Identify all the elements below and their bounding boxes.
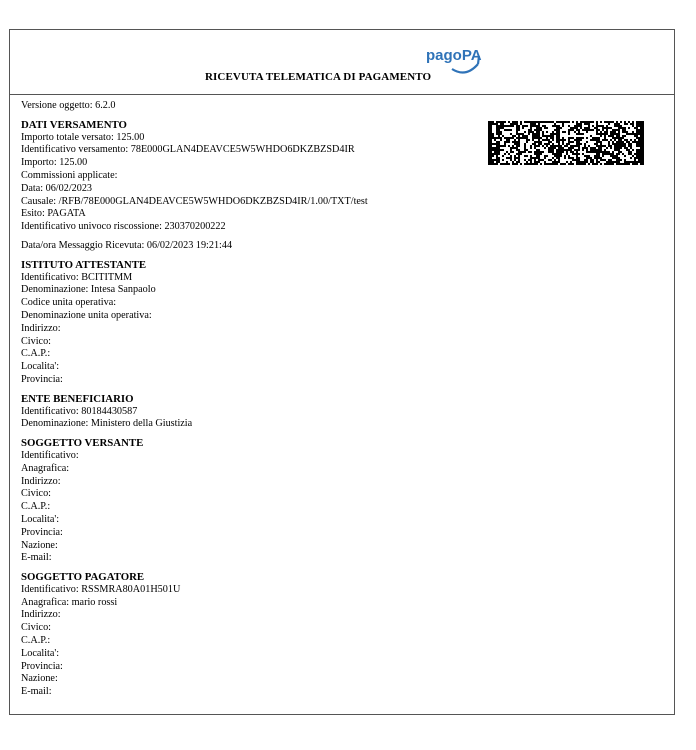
data-ora-ricevuta: Data/ora Messaggio Ricevuta: 06/02/2023 19:21:44 xyxy=(21,239,233,251)
field-line: Commissioni applicate: xyxy=(21,169,118,181)
section-dati-versamento xyxy=(21,132,661,234)
field-line: Identificativo versamento: 78E000GLAN4DEAVCE5W5WHDO6DKZBZSD4IR xyxy=(21,144,355,156)
pagopa-logo-text: pagoPA xyxy=(426,47,482,64)
field-line: Identificativo: BCITITMM xyxy=(21,271,133,283)
versione-oggetto: Versione oggetto: 6.2.0 xyxy=(21,100,116,111)
field-line: Importo: 125.00 xyxy=(21,157,88,169)
section-soggetto-pagatore xyxy=(21,584,661,699)
section-heading-ente-beneficiario: ENTE BENEFICIARIO xyxy=(21,392,134,405)
field-line: Indirizzo: xyxy=(21,322,61,334)
field-line: Civico: xyxy=(21,622,51,634)
section-heading-soggetto-versante: SOGGETTO VERSANTE xyxy=(21,437,144,450)
section-heading-dati-versamento: DATI VERSAMENTO xyxy=(21,118,127,131)
receipt-content xyxy=(21,100,661,699)
field-line: Data: 06/02/2023 xyxy=(21,182,93,194)
field-line: Causale: /RFB/78E000GLAN4DEAVCE5W5WHDO6DKZBZSD4IR/1.00/TXT/test xyxy=(21,195,368,207)
receipt-frame xyxy=(9,29,675,715)
receipt-title: RICEVUTA TELEMATICA DI PAGAMENTO xyxy=(205,71,432,83)
field-line: Provincia: xyxy=(21,660,63,672)
field-line: Identificativo: RSSMRA80A01H501U xyxy=(21,583,181,595)
field-line: Indirizzo: xyxy=(21,609,61,621)
field-line: Denominazione: Intesa Sanpaolo xyxy=(21,284,156,296)
field-line: Denominazione unita operativa: xyxy=(21,309,152,321)
field-line: Provincia: xyxy=(21,373,63,385)
field-line: C.A.P.: xyxy=(21,501,51,513)
field-line: Identificativo univoco riscossione: 230370200222 xyxy=(21,221,226,233)
field-line: Codice unita operativa: xyxy=(21,297,117,309)
field-line: Importo totale versato: 125.00 xyxy=(21,131,145,143)
field-line: Denominazione: Ministero della Giustizia xyxy=(21,418,193,430)
section-soggetto-versante xyxy=(21,450,661,565)
field-line: Indirizzo: xyxy=(21,475,61,487)
pagopa-logo xyxy=(424,38,484,80)
field-line: Civico: xyxy=(21,335,51,347)
section-heading-istituto-attestante: ISTITUTO ATTESTANTE xyxy=(21,258,147,271)
field-line: Esito: PAGATA xyxy=(21,208,86,220)
field-line: C.A.P.: xyxy=(21,348,51,360)
field-line: Civico: xyxy=(21,488,51,500)
section-heading-soggetto-pagatore: SOGGETTO PAGATORE xyxy=(21,571,145,584)
field-line: E-mail: xyxy=(21,686,52,698)
field-line: Nazione: xyxy=(21,673,58,685)
field-line: Anagrafica: mario rossi xyxy=(21,596,118,608)
field-line: E-mail: xyxy=(21,552,52,564)
field-line: Localita': xyxy=(21,513,60,525)
section-ente-beneficiario xyxy=(21,406,661,432)
field-line: Provincia: xyxy=(21,526,63,538)
field-line: Anagrafica: xyxy=(21,462,70,474)
field-line: Localita': xyxy=(21,647,60,659)
section-istituto-attestante xyxy=(21,272,661,387)
receipt-header xyxy=(10,30,674,95)
field-line: Identificativo: 80184430587 xyxy=(21,405,138,417)
field-line: Identificativo: xyxy=(21,449,79,461)
field-line: Nazione: xyxy=(21,539,58,551)
field-line: Localita': xyxy=(21,361,60,373)
field-line: C.A.P.: xyxy=(21,635,51,647)
